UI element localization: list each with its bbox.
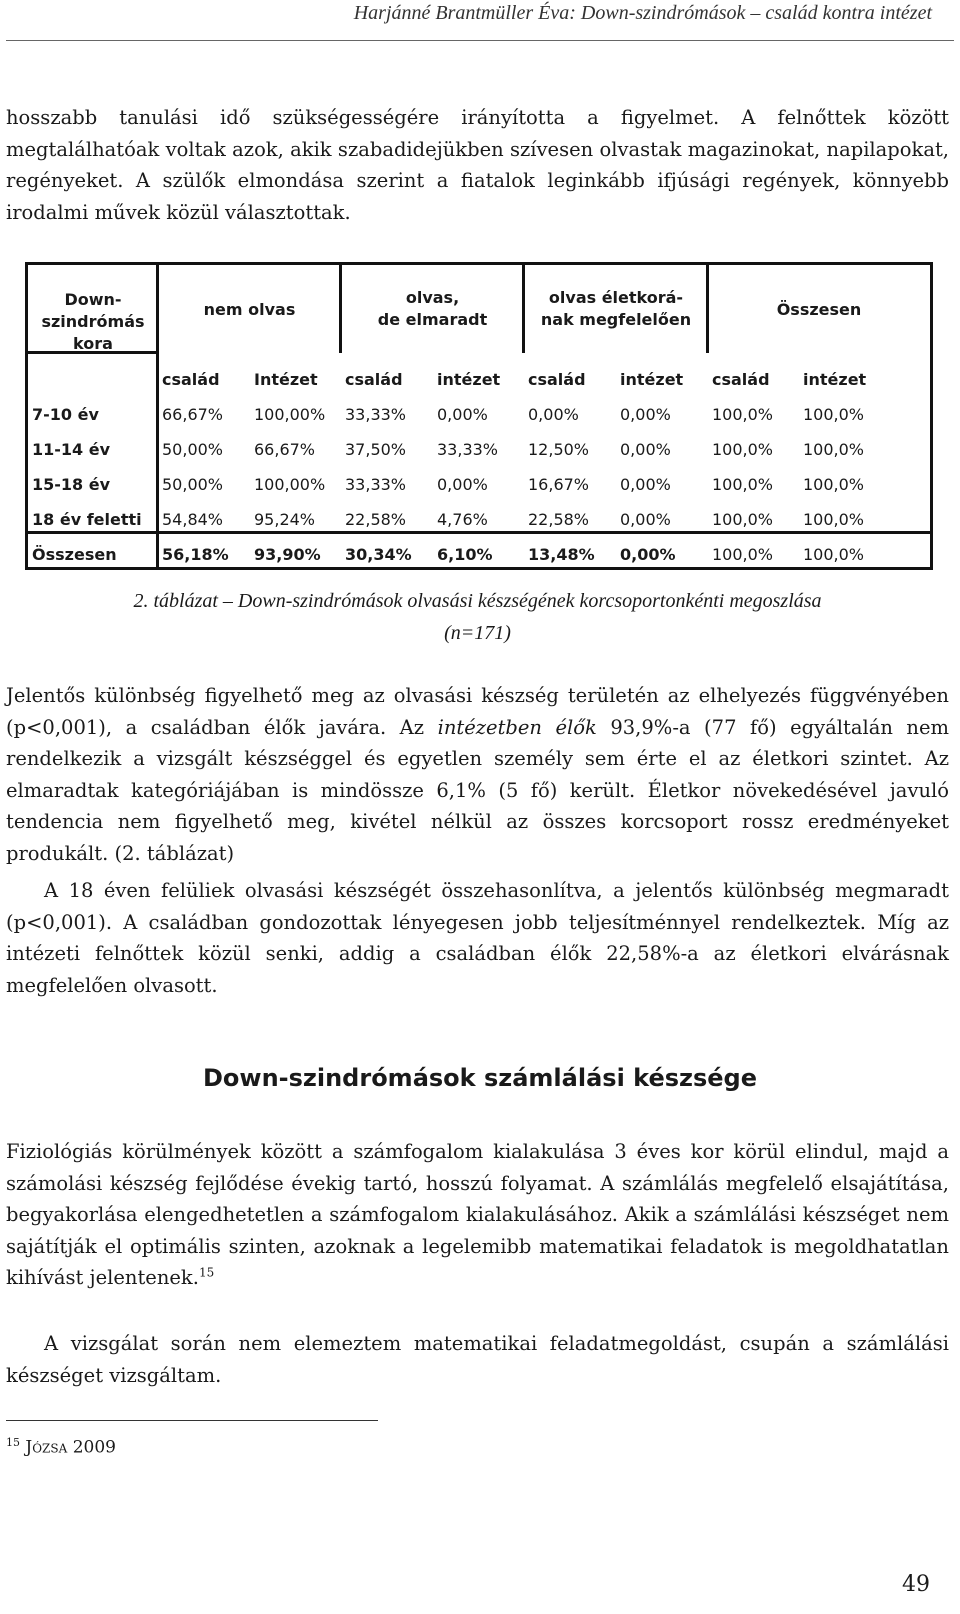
table-cell: 54,84% [162,510,224,529]
page-number: 49 [902,1572,930,1597]
table-cell: 33,33% [437,440,499,459]
table-divider [156,265,159,567]
table-cell: 100,0% [712,510,774,529]
group-header [158,299,341,321]
footnote-reference[interactable]: 15 [198,1265,215,1280]
table-cell: 0,00% [620,510,671,529]
corner-header-line: kora [73,334,113,353]
table-cell: 100,0% [803,440,865,459]
row-label: 18 év feletti [32,510,142,529]
table-cell: 0,00% [620,405,671,424]
subheader-cell: család [345,370,403,389]
paragraph-2 [6,680,949,869]
paragraph-5-text: A vizsgálat során nem elemeztem matematikai feladatmegoldást, csupán a számlálási készséget vizsgáltam. [6,1332,949,1387]
table-cell: 0,00% [437,405,488,424]
table-divider [706,265,709,353]
table-cell: 50,00% [162,475,224,494]
row-label: 15-18 év [32,475,111,494]
paragraph-5 [6,1328,949,1391]
row-label: 11-14 év [32,440,111,459]
corner-header-line: Down- [64,290,122,309]
table-cell: 66,67% [254,440,316,459]
table-cell: 100,0% [803,475,865,494]
footnote-year: 2009 [72,1437,116,1458]
group-header [708,299,930,321]
corner-header [28,289,158,355]
table-divider [522,265,525,353]
table-cell: 100,0% [712,405,774,424]
table-divider [28,531,930,534]
paragraph-2-emphasis: intézetben élők [437,715,597,739]
table-cell: 50,00% [162,440,224,459]
paragraph-4-text: Fiziológiás körülmények között a számfogalom kialakulása 3 éves kor körül elindul, majd a számolási készség fejlődése évekig tartó, hosszú folyamat. A számlálás megfelelő elsajátítása, begyakorlása elengedhetetlen a számfogalom kialakulásához. Akik a számlálási készséget nem sajátítják el optimális szinten, azoknak a legelemibb matematikai feladatok is megoldhatatlan kihívást jelentenek. [6,1140,949,1289]
table-cell: 56,18% [162,545,229,564]
table-cell: 33,33% [345,475,407,494]
table-cell: 100,0% [803,510,865,529]
group-header-line: olvas életkorá- [548,288,684,307]
table-cell: 4,76% [437,510,488,529]
caption-line-2: (n=171) [444,622,511,644]
group-header-line: nak megfelelően [540,310,692,329]
table-cell: 0,00% [528,405,579,424]
table-cell: 6,10% [437,545,493,564]
row-label: Összesen [32,545,117,564]
section-heading: Down-szindrómások számlálási készsége [202,1064,758,1092]
footnote [6,1436,116,1458]
table-cell: 100,0% [803,545,865,564]
group-header-line: de elmaradt [377,310,488,329]
group-header [524,287,708,331]
table-cell: 0,00% [620,440,671,459]
table-cell: 0,00% [437,475,488,494]
subheader-cell: intézet [437,370,501,389]
table-cell: 100,0% [712,545,774,564]
table-cell: 100,0% [712,475,774,494]
footnote-number: 15 [6,1436,20,1449]
footnote-rule [6,1420,378,1421]
table-cell: 100,0% [803,405,865,424]
group-header-line: Összesen [776,300,862,319]
table-cell: 12,50% [528,440,590,459]
table-cell: 100,0% [712,440,774,459]
table-cell: 95,24% [254,510,316,529]
paragraph-3 [6,875,949,1001]
header-rule [6,40,954,41]
paragraph-2-part-a: Jelentős különbség figyelhető meg az olvasási készség területén az elhelyezés függvényében (p<0,001), a családban élők javára. Az [6,684,949,739]
table-cell: 13,48% [528,545,595,564]
table-cell: 22,58% [528,510,590,529]
subheader-cell: család [528,370,586,389]
group-header-line: olvas, [405,288,460,307]
table-cell: 22,58% [345,510,407,529]
table-caption [6,585,949,649]
paragraph-2-part-b: 93,9%-a (77 fő) egyáltalán nem rendelkezik a vizsgált készséggel és egyetlen személy sem érte el az életkori szintet. Az elmaradtak kategóriájában is mindössze 6,1% (5 fő) került. Életkor növekedésével javuló tendencia nem figyelhető meg, kivétel nélkül az összes korcsoport rossz eredményeket produkált. (2. táblázat) [6,715,950,865]
table-cell: 0,00% [620,545,676,564]
paragraph-1: hosszabb tanulási idő szükségességére irányította a figyelmet. A felnőttek között megtalálhatóak voltak azok, akik szabadidejükben szívesen olvastak magazinokat, napilapokat, regényeket. A szülők elmondása szerint a fiatalok leginkább ifjúsági regények, könnyebb irodalmi művek közül választottak. [6,106,949,224]
table-divider [28,351,158,354]
table-cell: 100,00% [254,405,326,424]
table-cell: 33,33% [345,405,407,424]
table-cell: 66,67% [162,405,224,424]
table-cell: 100,00% [254,475,326,494]
caption-line-1: 2. táblázat – Down-szindrómások olvasási készségének korcsoportonkénti megoszlása [133,590,822,612]
table-cell: 0,00% [620,475,671,494]
group-header-line: nem olvas [203,300,296,319]
corner-header-line: szindrómás [41,312,145,331]
row-label: 7-10 év [32,405,99,424]
running-header: Harjánné Brantmüller Éva: Down-szindrómások – család kontra intézet [353,2,932,24]
subheader-cell: Intézet [254,370,318,389]
subheader-cell: intézet [620,370,684,389]
subheader-cell: család [162,370,220,389]
subheader-cell: intézet [803,370,867,389]
group-header [341,287,524,331]
table-cell: 37,50% [345,440,407,459]
table-cell: 93,90% [254,545,321,564]
subheader-cell: család [712,370,770,389]
footnote-author: Józsa [25,1437,68,1458]
reading-skill-table [25,262,933,570]
table-cell: 16,67% [528,475,590,494]
table-cell: 30,34% [345,545,412,564]
table-divider [339,265,342,353]
paragraph-4 [6,1136,949,1294]
paragraph-3-text: A 18 éven felüliek olvasási készségét összehasonlítva, a jelentős különbség megmaradt (p<0,001). A családban gondozottak lényegesen jobb teljesítménnyel rendelkeztek. Míg az intézeti felnőttek közül senki, addig a családban élők 22,58%-a az életkori elvárásnak megfelelően olvasott. [6,879,949,997]
